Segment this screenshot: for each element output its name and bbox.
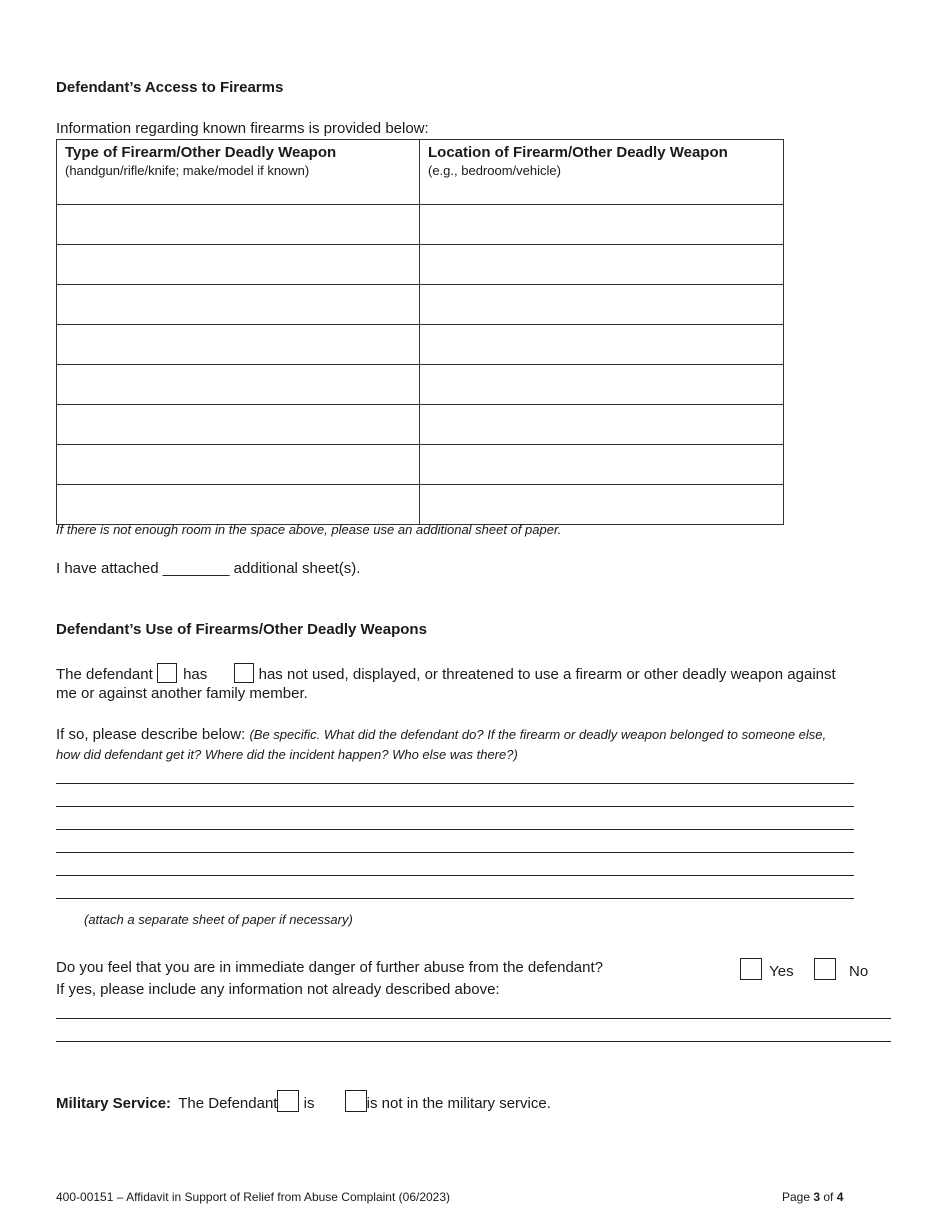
use-heading: Defendant’s Use of Firearms/Other Deadly Weapons (56, 621, 427, 638)
firearms-table (56, 139, 784, 525)
use-statement-line1 (56, 663, 836, 683)
military-label: Military Service: (56, 1095, 172, 1112)
location-cell[interactable] (420, 445, 784, 485)
danger-followup: If yes, please include any information not already described above: (56, 981, 500, 998)
military-is-checkbox[interactable] (277, 1090, 299, 1112)
page-current: 3 (813, 1190, 821, 1204)
describe-instructions-2: how did defendant get it? Where did the incident happen? Who else was there?) (56, 747, 518, 762)
table-overflow-note: If there is not enough room in the space above, please use an additional sheet of paper. (56, 522, 562, 537)
has-not-checkbox[interactable] (234, 663, 254, 683)
page-word: Page (782, 1190, 814, 1204)
military-prefix: The Defendant (178, 1095, 278, 1112)
describe-line[interactable] (56, 852, 854, 853)
col-location-subtitle: (e.g., bedroom/vehicle) (428, 163, 561, 178)
location-cell[interactable] (420, 485, 784, 525)
danger-yes-checkbox[interactable] (740, 958, 762, 980)
attached-sheets-line (56, 560, 360, 577)
danger-info-line[interactable] (56, 1018, 891, 1019)
danger-no-checkbox[interactable] (814, 958, 836, 980)
attached-prefix: I have attached (56, 560, 163, 577)
danger-no-label: No (849, 963, 869, 980)
defendant-label: The defendant (56, 666, 157, 683)
location-cell[interactable] (420, 405, 784, 445)
attached-count-blank[interactable]: ________ (162, 560, 230, 577)
attach-sheet-note: (attach a separate sheet of paper if necessary) (84, 912, 353, 927)
col-type-header (57, 140, 420, 205)
describe-line1 (56, 726, 826, 743)
danger-info-line[interactable] (56, 1041, 891, 1042)
type-cell[interactable] (57, 405, 420, 445)
type-cell[interactable] (57, 445, 420, 485)
type-cell[interactable] (57, 285, 420, 325)
attached-suffix: additional sheet(s). (229, 560, 361, 577)
col-type-subtitle: (handgun/rifle/knife; make/model if known) (65, 163, 310, 178)
table-row (57, 205, 784, 245)
table-row (57, 445, 784, 485)
describe-line[interactable] (56, 829, 854, 830)
location-cell[interactable] (420, 325, 784, 365)
table-row (57, 485, 784, 525)
table-row (57, 285, 784, 325)
has-checkbox[interactable] (157, 663, 177, 683)
location-cell[interactable] (420, 245, 784, 285)
page-number (782, 1190, 843, 1204)
location-cell[interactable] (420, 365, 784, 405)
table-row (57, 325, 784, 365)
danger-yes-label: Yes (769, 963, 794, 980)
military-line (56, 1090, 551, 1112)
location-cell[interactable] (420, 205, 784, 245)
table-row (57, 405, 784, 445)
access-heading: Defendant’s Access to Firearms (56, 79, 284, 96)
col-type-title: Type of Firearm/Other Deadly Weapon (65, 144, 337, 161)
location-cell[interactable] (420, 285, 784, 325)
describe-line[interactable] (56, 806, 854, 807)
has-not-label: has not used, displayed, or threatened to use a firearm or other deadly weapon against (258, 666, 836, 683)
describe-instructions-1: (Be specific. What did the defendant do? If the firearm or deadly weapon belonged to someone else, (249, 727, 827, 742)
describe-prefix: If so, please describe below: (56, 726, 250, 743)
military-is-not-label: is not in the military service. (366, 1095, 551, 1112)
type-cell[interactable] (57, 325, 420, 365)
col-location-title: Location of Firearm/Other Deadly Weapon (428, 144, 728, 161)
describe-line[interactable] (56, 898, 854, 899)
danger-options (740, 958, 868, 980)
describe-line[interactable] (56, 783, 854, 784)
col-location-header (420, 140, 784, 205)
type-cell[interactable] (57, 205, 420, 245)
military-is-label: is (303, 1095, 315, 1112)
danger-question: Do you feel that you are in immediate danger of further abuse from the defendant? (56, 959, 604, 976)
has-label: has (183, 666, 208, 683)
table-row (57, 245, 784, 285)
access-intro: Information regarding known firearms is provided below: (56, 120, 429, 137)
page-of-word: of (820, 1190, 837, 1204)
type-cell[interactable] (57, 365, 420, 405)
table-row (57, 365, 784, 405)
military-is-not-checkbox[interactable] (345, 1090, 367, 1112)
use-statement-line2: me or against another family member. (56, 685, 308, 702)
page-total: 4 (836, 1190, 844, 1204)
form-footer: 400-00151 – Affidavit in Support of Relief from Abuse Complaint (06/2023) (56, 1190, 451, 1204)
type-cell[interactable] (57, 485, 420, 525)
type-cell[interactable] (57, 245, 420, 285)
describe-line[interactable] (56, 875, 854, 876)
